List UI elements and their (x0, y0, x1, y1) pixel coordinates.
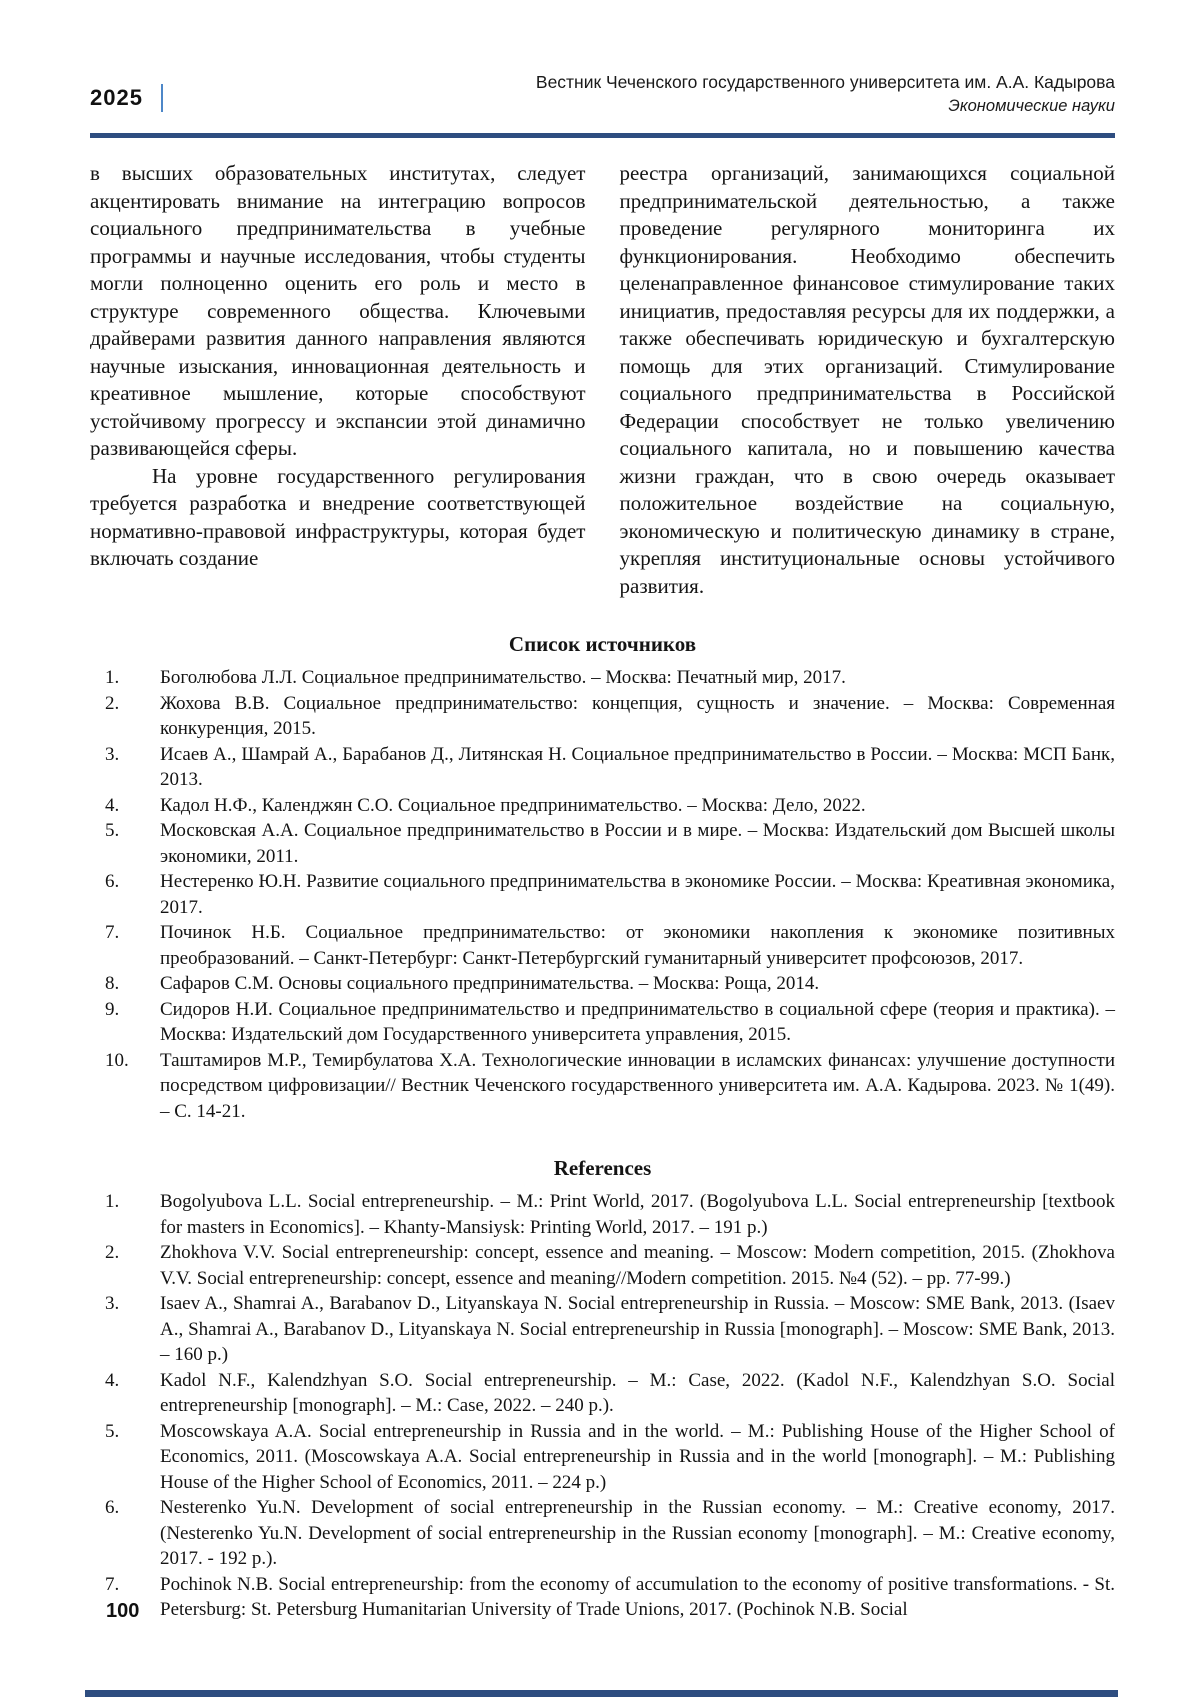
references-heading: References (553, 1156, 652, 1181)
list-item (90, 1572, 1115, 1623)
item-text: Нестеренко Ю.Н. Развитие социального предпринимательства в экономике России. – Москва: Креативная экономика, 2017. (160, 871, 1115, 918)
list-item (90, 997, 1115, 1048)
list-item (90, 1368, 1115, 1419)
header-rule (90, 133, 1115, 138)
item-text: Moscowskaya A.A. Social entrepreneurship in Russia and in the world. – M.: Publishing House of the Higher School of Economics, 2011. (Moscowskaya A.A. Social entrepreneurship in Russia and in the world [monograph]. – M.: Publishing House of the Higher School of Economics, 2011. – 224 p.) (160, 1420, 1115, 1493)
list-item (90, 742, 1115, 793)
header-title-block (536, 70, 1115, 119)
list-item (90, 1048, 1115, 1125)
item-number: 7. (105, 1573, 120, 1595)
item-text: Московская А.А. Социальное предпринимательство в России и в мире. – Москва: Издательский дом Высшей школы экономики, 2011. (160, 820, 1115, 867)
article-body (90, 160, 1115, 600)
paragraph: в высших образовательных институтах, следует акцентировать внимание на интеграцию вопросов социального предпринимательства в учебные программы и научные исследования, чтобы студенты могли полноценно оценить его роль и место в структуре современного общества. Ключевыми драйверами развития данного направления являются научные изыскания, инновационная деятельность и креативное мышление, которые способствуют устойчивому прогрессу и экспансии этой динамично развивающейся сферы. (90, 161, 586, 461)
item-text: Kadol N.F., Kalendzhyan S.O. Social entrepreneurship. – M.: Case, 2022. (Kadol N.F., Kalendzhyan S.O. Social entrepreneurship [monograph]. – M.: Case, 2022. – 240 p.). (160, 1369, 1115, 1417)
list-item (90, 1419, 1115, 1496)
page-header (90, 70, 1115, 119)
item-text: Боголюбова Л.Л. Социальное предпринимательство. – Москва: Печатный мир, 2017. (160, 667, 846, 689)
header-year-block (90, 70, 163, 112)
item-number: 6. (105, 1497, 120, 1519)
journal-title: Вестник Чеченского государственного университета им. А.А. Кадырова (535, 72, 1115, 92)
body-right-column (620, 160, 1116, 600)
list-item (90, 869, 1115, 920)
list-item (90, 1189, 1115, 1240)
list-item (90, 1495, 1115, 1572)
list-item (90, 1291, 1115, 1368)
list-item (90, 691, 1115, 742)
year-label: 2025 (90, 85, 143, 110)
item-number: 1. (105, 667, 120, 689)
item-number: 1. (105, 1191, 120, 1213)
item-text: Nesterenko Yu.N. Development of social entrepreneurship in the Russian economy. – M.: Creative economy, 2017. (Nesterenko Yu.N. Development of social entrepreneurship in the Russian economy [monograph]. – M.: Creative economy, 2017. - 192 p.). (160, 1497, 1115, 1570)
item-text: Кадол Н.Ф., Календжян С.О. Социальное предпринимательство. – Москва: Дело, 2022. (160, 794, 866, 816)
footer-page-number: 100 (106, 1600, 140, 1622)
list-item (90, 818, 1115, 869)
item-number: 9. (105, 998, 120, 1020)
item-text: Сафаров С.М. Основы социального предпринимательства. – Москва: Роща, 2014. (160, 973, 820, 995)
list-item (90, 971, 1115, 997)
sources-list (90, 665, 1115, 1124)
item-text: Починок Н.Б. Социальное предпринимательство: от экономики накопления к экономике позитивных преобразований. – Санкт-Петербург: Санкт-Петербургский гуманитарный университет профсоюзов, 2017. (160, 922, 1115, 969)
item-text: Таштамиров М.Р., Темирбулатова Х.А. Технологические инновации в исламских финансах: улучшение доступности посредством цифровизации// Вестник Чеченского государственного университета им. А.А. Кадырова. 2023. № 1(49). – С. 14-21. (160, 1049, 1115, 1122)
list-item (90, 920, 1115, 971)
paragraph: На уровне государственного регулирования требуется разработка и внедрение соответствующей нормативно-правовой инфраструктуры, которая будет включать создание (90, 463, 586, 571)
item-number: 3. (105, 1293, 120, 1315)
list-item (90, 1240, 1115, 1291)
paragraph: реестра организаций, занимающихся социальной предпринимательской деятельностью, а также проведение регулярного мониторинга их функционирования. Необходимо обеспечить целенаправленное финансовое стимулирование таких инициатив, предоставляя ресурсы для их поддержки, а также обеспечивать юридическую и бухгалтерскую помощь для этих организаций. Стимулирование социального предпринимательства в Российской Федерации способствует не только увеличению социального капитала, но и повышению качества жизни граждан, что в свою очередь оказывает положительное воздействие на социальную, экономическую и политическую динамику в стране, укрепляя институциональные основы устойчивого развития. (619, 161, 1115, 598)
list-item (90, 665, 1115, 691)
item-number: 10. (105, 1049, 129, 1071)
list-item (90, 793, 1115, 819)
sources-heading: Список источников (508, 632, 697, 657)
item-number: 2. (105, 692, 120, 714)
item-text: Zhokhova V.V. Social entrepreneurship: concept, essence and meaning. – Moscow: Modern competition, 2015. (Zhokhova V.V. Social entrepreneurship: concept, essence and meaning//Modern competition. 2015. №4 (52). – pp. 77-99.) (160, 1242, 1115, 1289)
item-number: 3. (105, 743, 120, 765)
item-number: 5. (105, 1420, 120, 1442)
item-number: 2. (105, 1242, 120, 1264)
footer-rule (85, 1690, 1118, 1697)
item-text: Жохова В.В. Социальное предпринимательство: концепция, сущность и значение. – Москва: Современная конкуренция, 2015. (160, 692, 1115, 740)
body-left-column (90, 160, 586, 600)
item-text: Isaev A., Shamrai A., Barabanov D., Lityanskaya N. Social entrepreneurship in Russia. – Moscow: SME Bank, 2013. (Isaev A., Shamrai A., Barabanov D., Lityanskaya N. Social entrepreneurship in Russia [monograph]. – Moscow: SME Bank, 2013. – 160 p.) (160, 1293, 1115, 1366)
item-number: 4. (105, 794, 120, 816)
item-number: 4. (105, 1369, 120, 1391)
item-text: Bogolyubova L.L. Social entrepreneurship. – M.: Print World, 2017. (Bogolyubova L.L. Social entrepreneurship [textbook for masters in Economics]. – Khanty-Mansiysk: Printing World, 2017. – 191 p.) (160, 1191, 1115, 1238)
item-text: Исаев А., Шамрай А., Барабанов Д., Литянская Н. Социальное предпринимательство в России. – Москва: МСП Банк, 2013. (160, 743, 1115, 791)
item-text: Pochinok N.B. Social entrepreneurship: from the economy of accumulation to the economy of positive transformations. - St. Petersburg: St. Petersburg Humanitarian University of Trade Unions, 2017. (Pochinok N.B. Social (160, 1573, 1115, 1621)
item-text: Сидоров Н.И. Социальное предпринимательство и предпринимательство в социальной сфере (теория и практика). – Москва: Издательский дом Государственного университета управления, 2015. (160, 998, 1115, 1046)
item-number: 5. (105, 820, 120, 842)
item-number: 8. (105, 973, 120, 995)
header-separator-line (161, 84, 163, 112)
journal-subtitle: Экономические науки (948, 97, 1115, 116)
item-number: 6. (105, 871, 120, 893)
item-number: 7. (105, 922, 120, 944)
references-list (90, 1189, 1115, 1623)
